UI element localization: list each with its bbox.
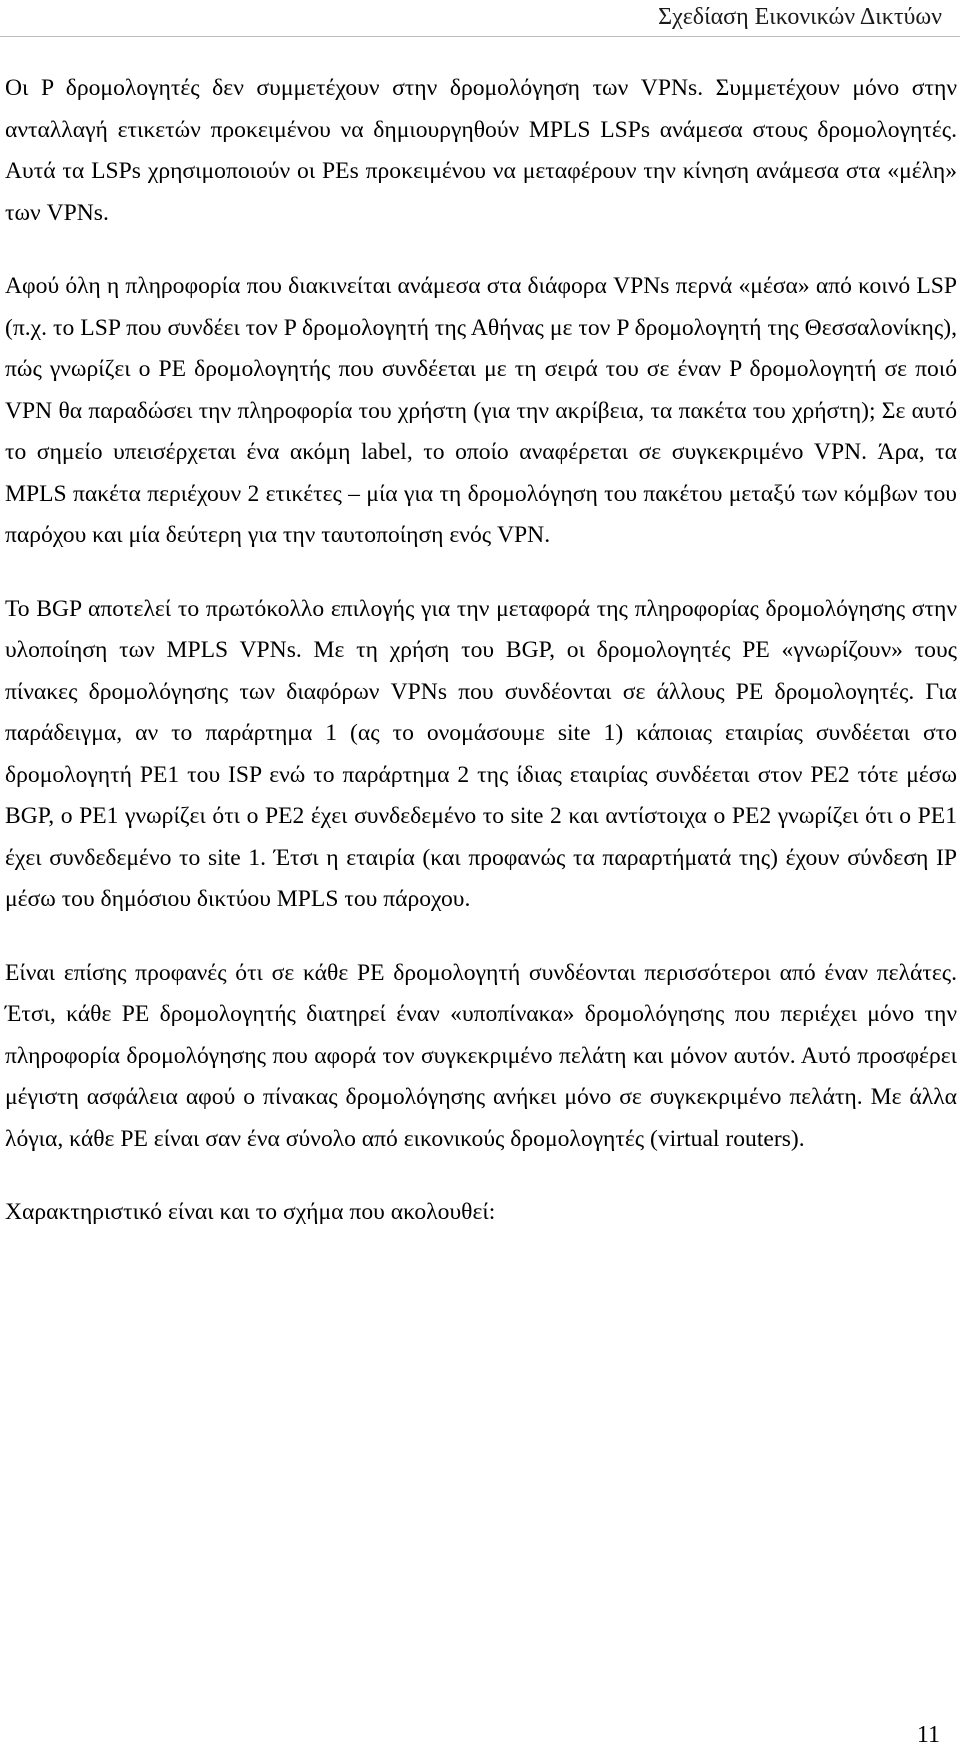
paragraph-shared-lsp: Αφού όλη η πληροφορία που διακινείται ανάμεσα στα διάφορα VPNs περνά «μέσα» από κοινό LSP (π.χ. το LSP που συνδέει τον P δρομολογητή της Αθήνας με τον P δρομολογητή της Θεσσαλονίκης), πώς γνωρίζει ο PE δρομολογητής που συνδέεται με τη σειρά του σε έναν P δρομολογητή σε ποιό VPN θα παραδώσει την πληροφορία του χρήστη (για την ακρίβεια, τα πακέτα του χρήστη); Σε αυτό το σημείο υπεισέρχεται ένα ακόμη label, το οποίο αναφέρεται σε συγκεκριμένο VPN. Άρα, τα MPLS πακέτα περιέχουν 2 ετικέτες – μία για τη δρομολόγηση του πακέτου μεταξύ των κόμβων του παρόχου και μία δεύτερη για την ταυτοποίηση ενός VPN. xyxy=(5,273,957,548)
paragraph-figure-intro: Χαρακτηριστικό είναι και το σχήμα που ακολουθεί: xyxy=(5,1199,496,1225)
running-header: Σχεδίαση Εικονικών Δικτύων xyxy=(658,4,942,30)
paragraph-virtual-routers: Είναι επίσης προφανές ότι σε κάθε PE δρομολογητή συνδέονται περισσότεροι από έναν πελάτες. Έτσι, κάθε PE δρομολογητής διατηρεί έναν «υποπίνακα» δρομολόγησης που περιέχει μόνο την πληροφορία δρομολόγησης που αφορά τον συγκεκριμένο πελάτη και μόνον αυτόν. Αυτό προσφέρει μέγιστη ασφάλεια αφού ο πίνακας δρομολόγησης ανήκει μόνο σε συγκεκριμένο πελάτη. Με άλλα λόγια, κάθε PE είναι σαν ένα σύνολο από εικονικούς δρομολογητές (virtual routers). xyxy=(5,959,957,1152)
paragraph-bgp: Το BGP αποτελεί το πρωτόκολλο επιλογής για την μεταφορά της πληροφορίας δρομολόγησης στην υλοποίηση των MPLS VPNs. Με τη χρήση του BGP, οι δρομολογητές PE «γνωρίζουν» τους πίνακες δρομολόγησης των διαφόρων VPNs που συνδέονται σε άλλους PE δρομολογητές. Για παράδειγμα, αν το παράρτημα 1 (ας το ονομάσουμε site 1) κάποιας εταιρίας συνδέεται στο δρομολογητή PE1 του ISP ενώ το παράρτημα 2 της ίδιας εταιρίας συνδέεται στον PE2 τότε μέσω BGP, ο PE1 γνωρίζει ότι ο PE2 έχει συνδεδεμένο το site 2 και αντίστοιχα ο PE2 γνωρίζει ότι ο PE1 έχει συνδεδεμένο το site 1. Έτσι η εταιρία (και προφανώς τα παραρτήματά της) έχουν σύνδεση IP μέσω του δημόσιου δικτύου MPLS του πάροχου. xyxy=(5,595,957,912)
header-rule xyxy=(0,36,960,37)
document-body xyxy=(5,68,957,1234)
page-number: 11 xyxy=(916,1722,940,1748)
paragraph-p-routers: Οι P δρομολογητές δεν συμμετέχουν στην δρομολόγηση των VPNs. Συμμετέχουν μόνο στην ανταλλαγή ετικετών προκειμένου να δημιουργηθούν MPLS LSPs ανάμεσα στους δρομολογητές. Αυτά τα LSPs χρησιμοποιούν οι PEs προκειμένου να μεταφέρουν την κίνηση ανάμεσα στα «μέλη» των VPNs. xyxy=(5,75,957,226)
